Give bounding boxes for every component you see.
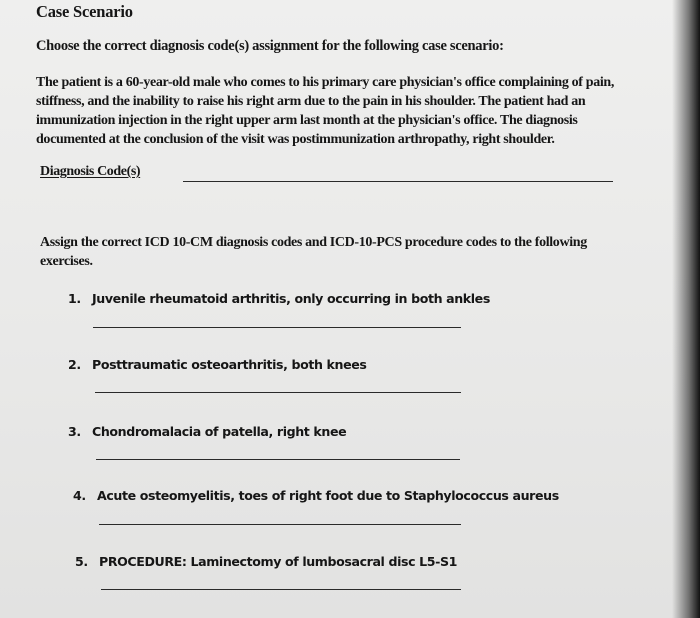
exercise-number: 3. [68,424,81,439]
exercise-text: Juvenile rheumatoid arthritis, only occurring in both ankles [92,291,490,306]
scenario-line: immunization injection in the right upper arm last month at the physician's office. The diagnosis [36,113,578,128]
exercise-item-2 [68,357,366,372]
scenario-line: documented at the conclusion of the visit was postimmunization arthropathy, right shoulder. [36,132,555,147]
exercise-item-1 [68,291,490,306]
diagnosis-code-label: Diagnosis Code(s) [40,164,141,179]
scenario-paragraph [36,73,676,149]
scenario-prompt: Choose the correct diagnosis code(s) assignment for the following case scenario: [36,38,504,54]
exercise-answer-line-4[interactable] [99,524,461,525]
exercise-text: Posttraumatic osteoarthritis, both knees [92,357,367,372]
instruction-line: Assign the correct ICD 10-CM diagnosis codes and ICD-10-PCS procedure codes to the following [40,235,587,250]
exercise-item-5 [75,554,457,569]
exercise-number: 1. [68,291,81,306]
exercise-text: PROCEDURE: Laminectomy of lumbosacral disc L5-S1 [99,554,457,569]
exercise-item-4 [73,488,559,503]
scenario-line: stiffness, and the inability to raise his right arm due to the pain in his shoulder. The patient had an [36,94,586,109]
exercise-number: 2. [68,357,81,372]
exercise-answer-line-2[interactable] [95,392,461,393]
instruction-line: exercises. [40,254,93,269]
exercise-text: Acute osteomyelitis, toes of right foot due to Staphylococcus aureus [97,488,559,503]
exercise-text: Chondromalacia of patella, right knee [92,424,347,439]
exercise-answer-line-5[interactable] [101,589,461,590]
exercise-item-3 [68,424,346,439]
exercise-answer-line-3[interactable] [96,459,460,460]
exercise-instructions [40,233,670,271]
page-edge-shadow [672,0,700,618]
case-scenario-heading: Case Scenario [36,2,133,21]
diagnosis-code-row [40,164,140,180]
diagnosis-code-answer-line[interactable] [183,181,613,182]
scenario-line: The patient is a 60-year-old male who comes to his primary care physician's office complaining of pain, [36,75,614,90]
exercise-answer-line-1[interactable] [93,327,461,328]
exercise-number: 5. [75,554,88,569]
exercise-number: 4. [73,488,86,503]
